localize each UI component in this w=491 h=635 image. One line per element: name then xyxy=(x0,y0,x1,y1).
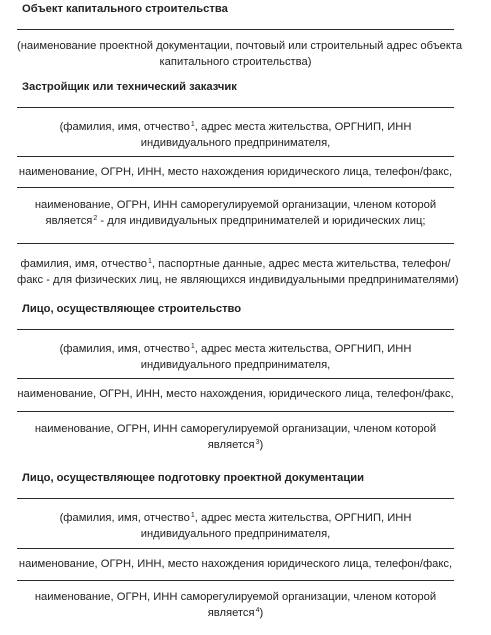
developer-fill-line-2 xyxy=(17,156,454,157)
builder-fill-line-1 xyxy=(17,329,454,330)
developer-caption-3-post: - для индивидуальных предпринимателей и юридических лиц; xyxy=(97,215,426,227)
builder-caption-3-pre: является xyxy=(207,439,255,451)
builder-caption-1-post: , адрес места жительства, ОРГНИП, ИНН xyxy=(194,343,412,355)
builder-caption-3-line-1: наименование, ОГРН, ИНН саморегулируемой организации, членом которой xyxy=(34,423,437,435)
developer-caption-3-pre: является xyxy=(45,215,93,227)
designer-heading: Лицо, осуществляющее подготовку проектной документации xyxy=(22,472,364,484)
designer-caption-3-pre: является xyxy=(207,607,255,619)
builder-caption-3-line-2 xyxy=(17,437,454,453)
developer-caption-1-line-1 xyxy=(17,119,454,135)
designer-caption-1-pre: (фамилия, имя, отчество xyxy=(59,512,190,524)
designer-caption-3-post: ) xyxy=(259,607,264,619)
developer-caption-4-line-1 xyxy=(17,256,454,272)
builder-caption-3-post: ) xyxy=(259,439,264,451)
object-heading: Объект капитального строительства xyxy=(22,3,228,15)
footnote-ref-1c: 1 xyxy=(190,343,195,350)
footnote-ref-1d: 1 xyxy=(190,512,195,519)
developer-caption-2-line-1: наименование, ОГРН, ИНН, место нахождения юридического лица, телефон/факс, xyxy=(18,166,453,178)
builder-caption-1-pre: (фамилия, имя, отчество xyxy=(59,343,190,355)
developer-caption-1-post: , адрес места жительства, ОРГНИП, ИНН xyxy=(194,121,412,133)
object-fill-line xyxy=(17,29,454,30)
object-caption-line-1: (наименование проектной документации, почтовый или строительный адрес объекта xyxy=(17,40,463,52)
developer-caption-3-line-1: наименование, ОГРН, ИНН саморегулируемой организации, членом которой xyxy=(34,199,437,211)
developer-fill-line-4 xyxy=(17,243,454,244)
designer-caption-1-line-2: индивидуального предпринимателя, xyxy=(140,528,331,540)
footnote-ref-1b: 1 xyxy=(148,258,152,265)
builder-caption-1-line-2: индивидуального предпринимателя, xyxy=(140,359,331,371)
designer-caption-3-line-2 xyxy=(17,605,454,621)
designer-fill-line-1 xyxy=(17,498,454,499)
builder-heading: Лицо, осуществляющее строительство xyxy=(22,303,242,315)
footnote-ref-3: 3 xyxy=(255,439,260,446)
builder-fill-line-3 xyxy=(17,411,454,412)
object-caption xyxy=(17,38,463,70)
developer-caption-1-line-2: индивидуального предпринимателя, xyxy=(140,137,331,149)
developer-caption-3 xyxy=(17,197,454,229)
builder-caption-2 xyxy=(17,386,454,402)
designer-caption-2-line-1: наименование, ОГРН, ИНН, место нахождения юридического лица, телефон/факс, xyxy=(18,558,453,570)
designer-caption-3-line-1: наименование, ОГРН, ИНН саморегулируемой организации, членом которой xyxy=(34,591,437,603)
designer-fill-line-3 xyxy=(17,580,454,581)
designer-caption-1 xyxy=(17,510,454,542)
builder-caption-3 xyxy=(17,421,454,453)
developer-caption-3-line-2 xyxy=(17,213,454,229)
object-caption-line-2: капитального строительства) xyxy=(159,56,312,68)
footnote-ref-1: 1 xyxy=(190,121,195,128)
footnote-ref-4: 4 xyxy=(255,607,260,614)
builder-caption-1-line-1 xyxy=(17,341,454,357)
designer-caption-2 xyxy=(17,556,454,572)
developer-caption-4-post: , паспортные данные, адрес места жительства, телефон/ xyxy=(151,258,451,270)
designer-caption-1-line-1 xyxy=(17,510,454,526)
designer-fill-line-2 xyxy=(17,548,454,549)
designer-caption-1-post: , адрес места жительства, ОРГНИП, ИНН xyxy=(194,512,412,524)
footnote-ref-2: 2 xyxy=(93,215,98,222)
builder-caption-1 xyxy=(17,341,454,373)
developer-fill-line-3 xyxy=(17,187,454,188)
builder-caption-2-line-1: наименование, ОГРН, ИНН, место нахождения, юридического лица, телефон/факс, xyxy=(17,388,454,400)
developer-caption-4-pre: фамилия, имя, отчество xyxy=(20,258,148,270)
builder-fill-line-2 xyxy=(17,378,454,379)
developer-caption-1 xyxy=(17,119,454,151)
developer-heading: Застройщик или технический заказчик xyxy=(22,81,237,93)
developer-caption-4 xyxy=(17,256,459,288)
developer-caption-4-line-2: факс - для физических лиц, не являющихся индивидуальными предпринимателями) xyxy=(17,274,459,286)
developer-caption-2 xyxy=(17,164,454,180)
developer-fill-line-1 xyxy=(17,107,454,108)
designer-caption-3 xyxy=(17,589,454,621)
developer-caption-1-pre: (фамилия, имя, отчество xyxy=(59,121,190,133)
